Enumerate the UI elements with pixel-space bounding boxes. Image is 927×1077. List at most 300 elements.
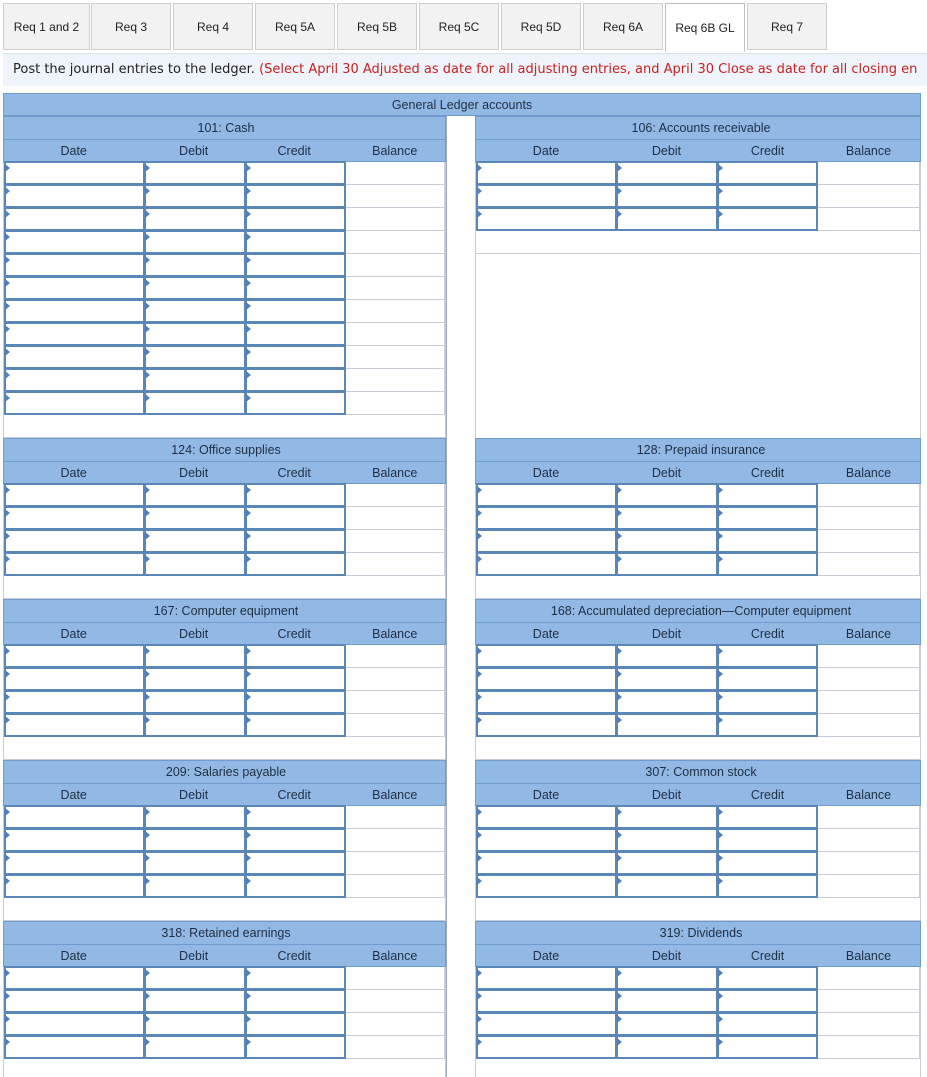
balance-cell (346, 231, 445, 254)
balance-cell (346, 714, 445, 737)
date-input[interactable] (4, 184, 144, 208)
date-input[interactable] (4, 161, 144, 185)
credit-input[interactable] (245, 253, 346, 277)
debit-input[interactable] (616, 989, 717, 1013)
credit-input[interactable] (717, 805, 818, 829)
debit-input[interactable] (616, 529, 717, 553)
credit-input[interactable] (717, 851, 818, 875)
date-input[interactable] (476, 506, 616, 530)
credit-input[interactable] (717, 483, 818, 507)
credit-input[interactable] (245, 391, 346, 415)
date-input[interactable] (4, 299, 144, 323)
credit-input[interactable] (717, 874, 818, 898)
account-header (3, 760, 446, 783)
date-input[interactable] (4, 506, 144, 530)
debit-input[interactable] (144, 713, 245, 737)
account-name: 101: Cash (197, 121, 255, 135)
credit-input[interactable] (717, 667, 818, 691)
debit-input[interactable] (144, 161, 245, 185)
credit-input[interactable] (245, 874, 346, 898)
balance-cell (818, 208, 920, 231)
date-input[interactable] (476, 1035, 616, 1059)
instruction-note: (Select April 30 Adjusted as date for all adjusting entries, and April 30 Close as date for all closing en (259, 62, 918, 77)
debit-input[interactable] (144, 667, 245, 691)
credit-input[interactable] (717, 184, 818, 208)
debit-input[interactable] (616, 966, 717, 990)
balance-cell (346, 530, 445, 553)
ledger-row (4, 875, 445, 898)
column-header-balance: Balance (845, 465, 892, 480)
date-input[interactable] (4, 483, 144, 507)
column-headers (475, 944, 921, 967)
requirement-tabs (0, 0, 927, 52)
balance-cell (346, 645, 445, 668)
debit-input[interactable] (616, 552, 717, 576)
debit-input[interactable] (616, 1012, 717, 1036)
ledger-row (4, 829, 445, 852)
date-input[interactable] (4, 391, 144, 415)
credit-input[interactable] (245, 368, 346, 392)
credit-input[interactable] (245, 989, 346, 1013)
column-header-date: Date (60, 948, 87, 963)
date-input[interactable] (476, 851, 616, 875)
ledger-row (476, 484, 920, 507)
credit-input[interactable] (245, 322, 346, 346)
instruction-bar (3, 53, 927, 86)
credit-input[interactable] (245, 690, 346, 714)
balance-cell (346, 852, 445, 875)
column-header-date: Date (60, 787, 87, 802)
column-headers (3, 139, 446, 162)
date-input[interactable] (4, 345, 144, 369)
date-input[interactable] (4, 230, 144, 254)
date-input[interactable] (4, 874, 144, 898)
balance-cell (818, 852, 920, 875)
balance-cell (346, 254, 445, 277)
balance-cell (818, 484, 920, 507)
credit-input[interactable] (245, 483, 346, 507)
column-header-date: Date (60, 143, 87, 158)
account-body (3, 806, 446, 921)
column-headers (475, 461, 921, 484)
debit-input[interactable] (144, 207, 245, 231)
date-input[interactable] (4, 851, 144, 875)
balance-cell (346, 323, 445, 346)
credit-input[interactable] (245, 299, 346, 323)
balance-cell (818, 645, 920, 668)
account-header (475, 921, 921, 944)
balance-cell (346, 990, 445, 1013)
credit-input[interactable] (717, 552, 818, 576)
ledger-row (4, 990, 445, 1013)
date-input[interactable] (4, 966, 144, 990)
debit-input[interactable] (144, 851, 245, 875)
balance-cell (346, 829, 445, 852)
ledger-row (476, 553, 920, 576)
ledger-row (476, 806, 920, 829)
debit-input[interactable] (616, 713, 717, 737)
column-header-date: Date (532, 143, 560, 158)
balance-cell (346, 277, 445, 300)
balance-cell (818, 990, 920, 1013)
column-headers (475, 783, 921, 806)
balance-cell (346, 300, 445, 323)
column-gap (446, 116, 476, 1077)
column-headers (3, 944, 446, 967)
balance-cell (346, 185, 445, 208)
account-name: 209: Salaries payable (165, 765, 287, 779)
debit-input[interactable] (144, 805, 245, 829)
column-header-debit: Debit (651, 787, 682, 802)
debit-input[interactable] (616, 483, 717, 507)
ledger-row (476, 829, 920, 852)
instruction-text: Post the journal entries to the ledger. (13, 62, 255, 77)
ledger-row (476, 852, 920, 875)
debit-input[interactable] (616, 184, 717, 208)
debit-input[interactable] (616, 644, 717, 668)
date-input[interactable] (476, 713, 616, 737)
credit-input[interactable] (245, 851, 346, 875)
credit-input[interactable] (717, 989, 818, 1013)
balance-cell (818, 162, 920, 185)
credit-input[interactable] (245, 506, 346, 530)
debit-input[interactable] (144, 989, 245, 1013)
credit-input[interactable] (717, 828, 818, 852)
tab-req-5c[interactable]: Req 5C (419, 3, 499, 50)
debit-input[interactable] (144, 276, 245, 300)
column-header-date: Date (60, 465, 87, 480)
credit-input[interactable] (717, 207, 818, 231)
ledger-title: General Ledger accounts (3, 93, 921, 116)
date-input[interactable] (476, 690, 616, 714)
blank-row (476, 898, 920, 921)
date-input[interactable] (4, 690, 144, 714)
column-header-date: Date (532, 787, 560, 802)
credit-input[interactable] (245, 207, 346, 231)
balance-cell (818, 507, 920, 530)
column-header-debit: Debit (179, 948, 209, 963)
debit-input[interactable] (144, 483, 245, 507)
account-body (475, 806, 921, 921)
credit-input[interactable] (245, 552, 346, 576)
date-input[interactable] (476, 483, 616, 507)
debit-input[interactable] (144, 253, 245, 277)
credit-input[interactable] (245, 184, 346, 208)
debit-input[interactable] (616, 851, 717, 875)
debit-input[interactable] (144, 690, 245, 714)
debit-input[interactable] (616, 161, 717, 185)
debit-input[interactable] (144, 391, 245, 415)
debit-input[interactable] (616, 667, 717, 691)
credit-input[interactable] (717, 644, 818, 668)
date-input[interactable] (476, 552, 616, 576)
account-header (475, 116, 921, 139)
date-input[interactable] (476, 644, 616, 668)
general-ledger (3, 93, 921, 1077)
tab-req-5d[interactable]: Req 5D (501, 3, 581, 50)
column-header-credit: Credit (277, 465, 311, 480)
tab-req-7[interactable]: Req 7 (747, 3, 827, 50)
debit-input[interactable] (144, 368, 245, 392)
debit-input[interactable] (144, 644, 245, 668)
debit-input[interactable] (144, 230, 245, 254)
credit-input[interactable] (245, 230, 346, 254)
ledger-row (4, 714, 445, 737)
account-name: 128: Prepaid insurance (636, 443, 766, 457)
date-input[interactable] (4, 1035, 144, 1059)
ledger-row (4, 392, 445, 415)
date-input[interactable] (476, 805, 616, 829)
credit-input[interactable] (245, 276, 346, 300)
column-header-debit: Debit (651, 626, 682, 641)
debit-input[interactable] (144, 529, 245, 553)
ledger-row (476, 875, 920, 898)
debit-input[interactable] (144, 1035, 245, 1059)
date-input[interactable] (4, 667, 144, 691)
tab-req-6a[interactable]: Req 6A (583, 3, 663, 50)
column-header-credit: Credit (750, 787, 785, 802)
ledger-row (4, 507, 445, 530)
ledger-row (4, 369, 445, 392)
column-header-credit: Credit (277, 948, 311, 963)
account-name: 318: Retained earnings (161, 926, 291, 940)
balance-cell (346, 691, 445, 714)
credit-input[interactable] (245, 966, 346, 990)
debit-input[interactable] (144, 966, 245, 990)
account-name: 319: Dividends (659, 926, 743, 940)
column-header-date: Date (532, 948, 560, 963)
debit-input[interactable] (616, 690, 717, 714)
ledger-row (4, 277, 445, 300)
ledger-row (476, 990, 920, 1013)
column-header-credit: Credit (750, 626, 785, 641)
balance-cell (346, 484, 445, 507)
balance-cell (346, 875, 445, 898)
ledger-row (476, 1013, 920, 1036)
column-header-balance: Balance (845, 948, 892, 963)
ledger-row (476, 714, 920, 737)
ledger-row (476, 530, 920, 553)
tab-req-4[interactable]: Req 4 (173, 3, 253, 50)
account-header (475, 599, 921, 622)
debit-input[interactable] (144, 874, 245, 898)
debit-input[interactable] (144, 322, 245, 346)
debit-input[interactable] (616, 805, 717, 829)
credit-input[interactable] (245, 805, 346, 829)
credit-input[interactable] (717, 161, 818, 185)
debit-input[interactable] (616, 1035, 717, 1059)
date-input[interactable] (4, 552, 144, 576)
account-header (475, 760, 921, 783)
date-input[interactable] (4, 253, 144, 277)
date-input[interactable] (476, 989, 616, 1013)
date-input[interactable] (4, 713, 144, 737)
balance-cell (346, 162, 445, 185)
ledger-row (476, 208, 920, 231)
account-body (3, 162, 446, 461)
ledger-row (4, 645, 445, 668)
credit-input[interactable] (717, 966, 818, 990)
balance-cell (818, 875, 920, 898)
date-input[interactable] (4, 805, 144, 829)
column-header-debit: Debit (179, 787, 209, 802)
column-headers (3, 783, 446, 806)
tab-req-5a[interactable]: Req 5A (255, 3, 335, 50)
ledger-row (476, 507, 920, 530)
balance-cell (346, 553, 445, 576)
column-header-debit: Debit (179, 143, 209, 158)
date-input[interactable] (476, 207, 616, 231)
date-input[interactable] (4, 644, 144, 668)
ledger-row (476, 668, 920, 691)
blank-row (4, 1059, 445, 1077)
debit-input[interactable] (616, 506, 717, 530)
account-318-retained-earnings (3, 921, 446, 1077)
ledger-row (476, 1036, 920, 1059)
blank-row (4, 898, 445, 921)
credit-input[interactable] (245, 345, 346, 369)
column-header-balance: Balance (845, 626, 892, 641)
credit-input[interactable] (245, 1035, 346, 1059)
column-headers (3, 622, 446, 645)
column-header-balance: Balance (372, 143, 418, 158)
credit-input[interactable] (245, 713, 346, 737)
tab-req-3[interactable]: Req 3 (91, 3, 171, 50)
blank-row (476, 231, 920, 254)
credit-input[interactable] (245, 667, 346, 691)
debit-input[interactable] (144, 299, 245, 323)
date-input[interactable] (4, 1012, 144, 1036)
date-input[interactable] (4, 368, 144, 392)
ledger-row (4, 553, 445, 576)
column-header-debit: Debit (651, 465, 682, 480)
debit-input[interactable] (616, 874, 717, 898)
account-307-common-stock (475, 760, 921, 921)
ledger-row (4, 1036, 445, 1059)
credit-input[interactable] (717, 1012, 818, 1036)
account-body (475, 645, 921, 760)
balance-cell (818, 714, 920, 737)
column-header-credit: Credit (277, 143, 311, 158)
balance-cell (346, 1036, 445, 1059)
debit-input[interactable] (144, 184, 245, 208)
account-name: 168: Accumulated depreciation—Computer equipment (550, 604, 852, 618)
balance-cell (818, 553, 920, 576)
account-header (3, 116, 446, 139)
blank-row (476, 737, 920, 760)
account-128-prepaid-insurance (475, 438, 921, 599)
balance-cell (818, 967, 920, 990)
account-name: 124: Office supplies (171, 443, 281, 457)
tab-req-5b[interactable]: Req 5B (337, 3, 417, 50)
balance-cell (346, 369, 445, 392)
tab-req-6b-gl[interactable]: Req 6B GL (665, 3, 745, 52)
debit-input[interactable] (616, 828, 717, 852)
date-input[interactable] (476, 161, 616, 185)
credit-input[interactable] (245, 1012, 346, 1036)
ledger-row (4, 300, 445, 323)
ledger-row (4, 967, 445, 990)
credit-input[interactable] (717, 690, 818, 714)
date-input[interactable] (4, 207, 144, 231)
account-name: 307: Common stock (645, 765, 757, 779)
credit-input[interactable] (245, 644, 346, 668)
column-header-debit: Debit (179, 465, 209, 480)
date-input[interactable] (476, 828, 616, 852)
debit-input[interactable] (144, 506, 245, 530)
ledger-row (4, 530, 445, 553)
credit-input[interactable] (717, 713, 818, 737)
credit-input[interactable] (717, 506, 818, 530)
credit-input[interactable] (717, 529, 818, 553)
date-input[interactable] (4, 322, 144, 346)
column-header-balance: Balance (372, 787, 418, 802)
credit-input[interactable] (717, 1035, 818, 1059)
debit-input[interactable] (144, 345, 245, 369)
account-body (475, 967, 921, 1077)
column-header-credit: Credit (750, 948, 785, 963)
ledger-row (4, 806, 445, 829)
date-input[interactable] (476, 529, 616, 553)
column-header-debit: Debit (179, 626, 209, 641)
debit-input[interactable] (616, 207, 717, 231)
balance-cell (346, 1013, 445, 1036)
account-header (3, 438, 446, 461)
ledger-row (4, 231, 445, 254)
balance-cell (818, 185, 920, 208)
debit-input[interactable] (144, 1012, 245, 1036)
column-headers (3, 461, 446, 484)
column-header-date: Date (532, 626, 560, 641)
date-input[interactable] (4, 828, 144, 852)
ledger-row (4, 346, 445, 369)
date-input[interactable] (4, 989, 144, 1013)
debit-input[interactable] (144, 828, 245, 852)
balance-cell (818, 1036, 920, 1059)
column-header-date: Date (532, 465, 560, 480)
date-input[interactable] (476, 667, 616, 691)
credit-input[interactable] (245, 161, 346, 185)
account-209-salaries-payable (3, 760, 446, 921)
account-header (475, 438, 921, 461)
date-input[interactable] (476, 184, 616, 208)
account-body (475, 162, 921, 461)
account-124-office-supplies (3, 438, 446, 599)
balance-cell (818, 829, 920, 852)
balance-cell (346, 668, 445, 691)
tab-req-1-and-2[interactable]: Req 1 and 2 (3, 3, 90, 50)
ledger-row (4, 1013, 445, 1036)
credit-input[interactable] (245, 529, 346, 553)
debit-input[interactable] (144, 552, 245, 576)
ledger-row (476, 967, 920, 990)
account-101-cash (3, 116, 446, 461)
account-body (3, 645, 446, 760)
credit-input[interactable] (245, 828, 346, 852)
date-input[interactable] (4, 529, 144, 553)
date-input[interactable] (4, 276, 144, 300)
balance-cell (818, 668, 920, 691)
date-input[interactable] (476, 1012, 616, 1036)
date-input[interactable] (476, 874, 616, 898)
account-106-accounts-receivable (475, 116, 921, 461)
balance-cell (346, 967, 445, 990)
date-input[interactable] (476, 966, 616, 990)
account-body (3, 967, 446, 1077)
ledger-row (476, 162, 920, 185)
column-headers (475, 622, 921, 645)
ledger-row (4, 323, 445, 346)
